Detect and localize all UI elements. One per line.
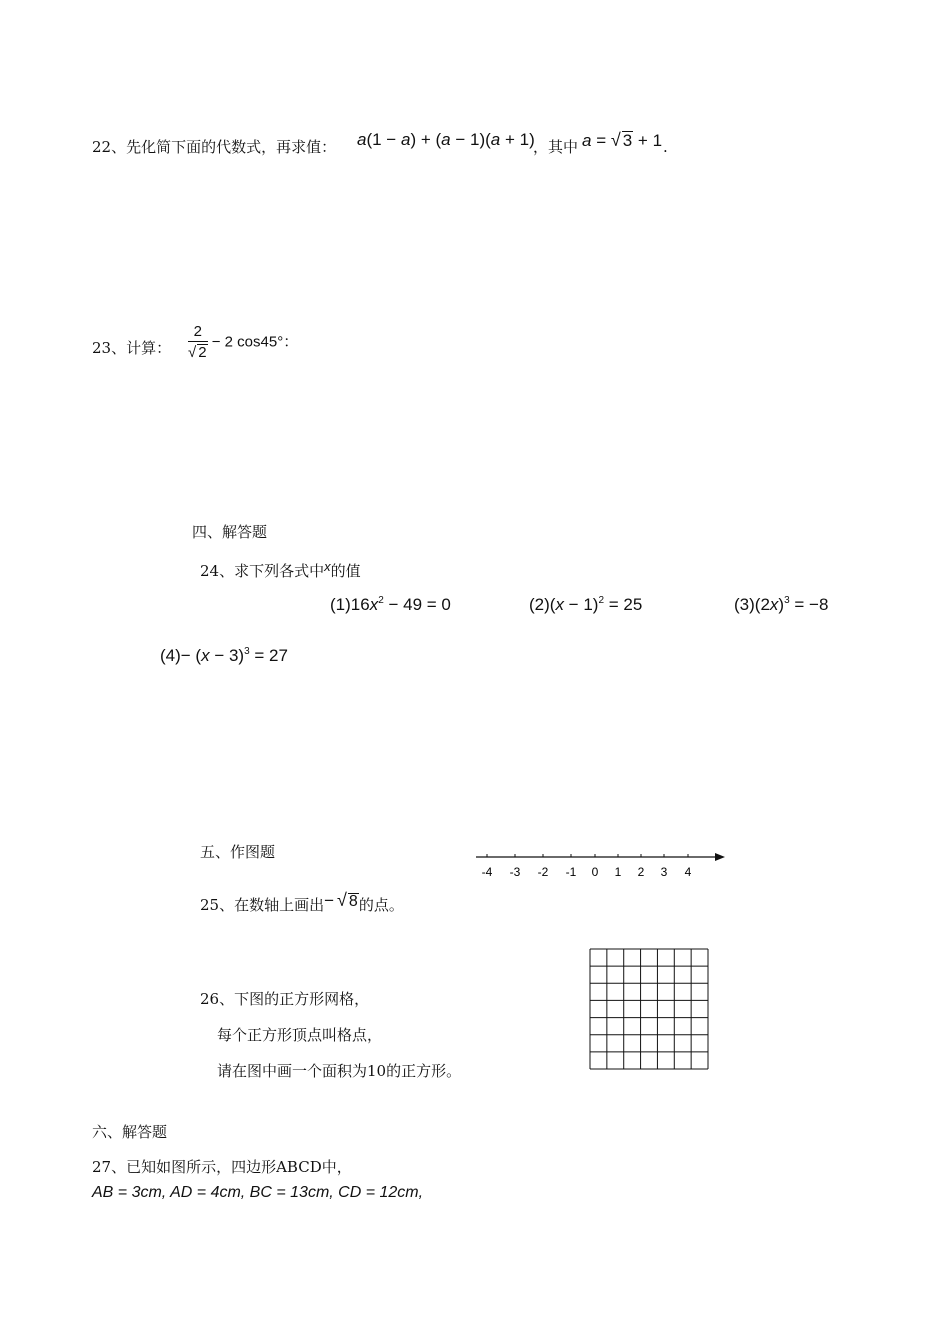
number-line-arrow-icon: [715, 853, 725, 861]
number-line-tick-label: 3: [660, 865, 668, 879]
number-line-tick-label: 2: [637, 865, 645, 879]
section6-title: 六、解答题: [92, 1123, 168, 1141]
q22-where: ，其中: [533, 138, 579, 156]
q22-value-expression: a = √ 3 + 1: [582, 130, 663, 150]
section5-title: 五、作图题: [200, 843, 276, 861]
q24-equation-4: $(4)- (x - 3)^3 = 27$: [160, 646, 288, 665]
number-line-tick-label: 1: [614, 865, 622, 879]
q26-line-1: 26、下图的正方形网格，: [200, 990, 370, 1008]
number-line-tick-label: -2: [537, 865, 549, 879]
q26-line-2: 每个正方形顶点叫格点，: [217, 1026, 383, 1044]
q24-equation-2: $(2)(x - 1)^2 = 25$: [529, 595, 643, 614]
section4-title: 四、解答题: [192, 523, 268, 541]
q25-label: 25、在数轴上画出− √ 8的点。: [200, 890, 404, 914]
q23-label: 23、计算：: [92, 339, 172, 357]
q27-line-2: AB = 3cm, AD = 4cm, BC = 13cm, CD = 12cm,: [92, 1184, 424, 1201]
number-line: [472, 846, 732, 886]
number-line-tick-label: -1: [565, 865, 577, 879]
number-line-tick-label: 4: [684, 865, 692, 879]
q23-expression: $\frac{2}{√ 2}$ − 2 cos45°：: [188, 323, 299, 361]
number-line-tick-label: -3: [509, 865, 521, 879]
number-line-tick-label: 0: [591, 865, 599, 879]
q22-end: .: [663, 138, 668, 156]
number-line-tick-label: -4: [481, 865, 493, 879]
q22-label: 22、先化简下面的代数式，再求值：: [92, 138, 337, 156]
q23-fraction: $\frac{2}{√ 2}$: [188, 323, 207, 361]
q22-expression: a(1 − a) + (a − 1)(a + 1): [357, 130, 535, 149]
q26-line-3: 请在图中画一个面积为10的正方形。: [217, 1062, 462, 1080]
q24-equation-3: $(3)(2x)^3 = -8$: [734, 595, 829, 614]
q27-line-1: 27、已知如图所示，四边形ABCD中，: [92, 1158, 352, 1176]
square-grid[interactable]: [588, 947, 710, 1071]
q24-label: 24、求下列各式中x的值: [200, 559, 361, 580]
q24-equation-1: $(1)16x^2 - 49 = 0$: [330, 595, 451, 614]
